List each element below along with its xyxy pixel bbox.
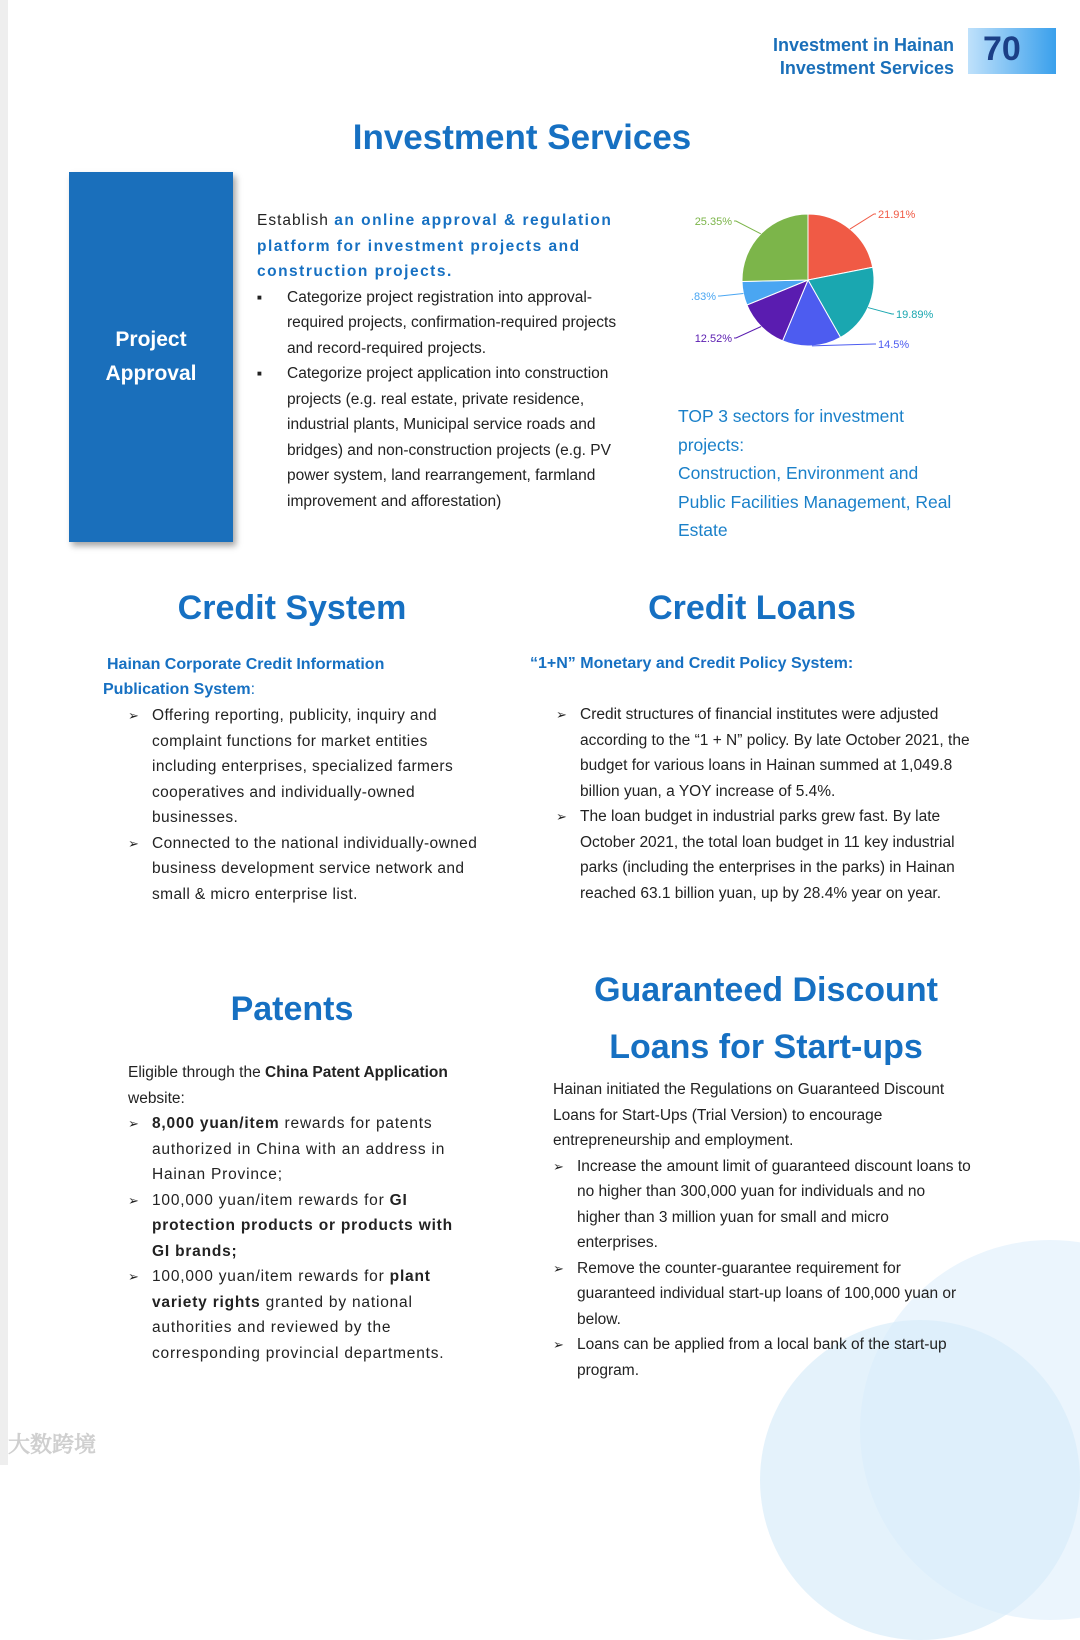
credit-system-body — [128, 703, 482, 907]
arrow-bullet-icon: ➢ — [556, 707, 567, 722]
list-item — [128, 1111, 474, 1188]
list-item — [553, 1154, 971, 1256]
pie-data-label: .83% — [690, 291, 716, 303]
arrow-bullet-icon: ➢ — [556, 809, 567, 824]
page-number-box — [968, 28, 1056, 74]
running-header — [773, 34, 954, 80]
project-approval-box — [69, 172, 233, 542]
arrow-bullet-icon: ➢ — [128, 1192, 140, 1208]
list-item-text: rewards for patents authorized in China with an address in Hainan Province; — [152, 1115, 446, 1183]
title-line-1: Guaranteed Discount — [594, 971, 938, 1009]
sector-pie-chart — [670, 196, 960, 366]
pie-leader-line — [868, 308, 894, 314]
list-item — [128, 703, 482, 831]
list-item-text: Connected to the national individually-owned business development service network and small & micro enterprise list. — [152, 834, 478, 903]
patents-intro — [128, 1060, 474, 1111]
list-item-text: Remove the counter-guarantee requirement for guaranteed individual start-up loans of 100,000 yuan or below. — [577, 1259, 957, 1328]
list-item-text: 100,000 yuan/item rewards for — [152, 1191, 390, 1209]
credit-loans-bullets — [556, 702, 992, 906]
guaranteed-intro: Hainan initiated the Regulations on Guaranteed Discount Loans for Start-Ups (Trial Version) to encourage entrepreneurship and employment. — [553, 1081, 945, 1149]
project-approval-bullets — [257, 285, 635, 515]
intro-plain: Establish — [257, 212, 335, 229]
pie-data-label: 25.35% — [694, 216, 732, 228]
credit-loans-title: Credit Loans — [648, 589, 856, 627]
list-item-text: Increase the amount limit of guaranteed discount loans to no higher than 300,000 yuan for individuals and no higher than 3 million yuan for small and micro enterprises. — [577, 1157, 971, 1251]
list-item-text: The loan budget in industrial parks grew fast. By late October 2021, the total loan budget in 11 key industrial parks (including the enterprises in the parks) in Hainan reached 63.1 billion yuan, up by 28.4% year on year. — [580, 808, 955, 902]
guaranteed-loans-title — [540, 962, 992, 1076]
subtitle-colon: : — [250, 681, 256, 698]
arrow-bullet-icon: ➢ — [553, 1260, 564, 1276]
pie-slice — [742, 214, 808, 281]
intro-plain: Eligible through the — [128, 1064, 266, 1081]
arrow-bullet-icon: ➢ — [128, 835, 140, 851]
top3-sectors — [678, 402, 958, 545]
credit-system-subtitle — [103, 652, 413, 702]
intro-bold: China Patent Application — [265, 1064, 448, 1081]
list-item-bold: GI protection products or products with GI brands; — [152, 1191, 453, 1260]
pie-data-label: 12.52% — [694, 333, 732, 345]
credit-system-title: Credit System — [177, 589, 407, 627]
arrow-bullet-icon: ➢ — [553, 1158, 564, 1174]
pie-leader-line — [850, 214, 876, 229]
subtitle-text: Hainan Corporate Credit Information Publication System — [103, 656, 385, 698]
arrow-bullet-icon: ➢ — [553, 1337, 564, 1352]
pie-leader-line — [718, 293, 743, 296]
top3-heading: TOP 3 sectors for investment projects: — [678, 406, 904, 455]
patents-bullets — [128, 1111, 474, 1366]
title-line-2: Loans for Start-ups — [609, 1028, 923, 1066]
list-item-bold: 8,000 yuan/item — [152, 1115, 280, 1132]
left-margin-bar — [0, 0, 8, 1465]
project-approval-label-1: Project — [115, 328, 187, 351]
pie-leader-line — [734, 326, 761, 338]
page-title: Investment Services — [352, 118, 692, 157]
list-item — [553, 1256, 971, 1333]
watermark: 大数跨境 — [8, 1432, 97, 1457]
arrow-bullet-icon: ➢ — [128, 1116, 140, 1131]
list-item — [128, 1188, 474, 1265]
project-approval-label-2: Approval — [105, 362, 197, 385]
project-approval-intro — [257, 208, 635, 285]
list-item — [556, 804, 992, 906]
page-number: 70 — [983, 30, 1021, 68]
list-item-text: 100,000 yuan/item rewards for — [152, 1268, 390, 1285]
credit-system-bullets — [128, 703, 482, 907]
list-item-text: Categorize project registration into approval-required projects, confirmation-required projects and record-required projects. — [287, 288, 617, 357]
arrow-bullet-icon: ➢ — [128, 708, 140, 723]
patents-title: Patents — [230, 990, 354, 1028]
list-item-text: granted by national authorities and reviewed by the corresponding provincial departments. — [152, 1293, 445, 1362]
top3-sectors-list: Construction, Environment and Public Facilities Management, Real Estate — [678, 463, 952, 540]
list-item — [128, 1264, 474, 1366]
credit-loans-subtitle: “1+N” Monetary and Credit Policy System: — [530, 655, 854, 672]
credit-loans-body — [556, 702, 992, 906]
arrow-bullet-icon: ➢ — [128, 1269, 140, 1284]
intro-end: website: — [128, 1089, 185, 1107]
pie-leader-line — [734, 221, 761, 234]
list-item — [257, 285, 635, 362]
intro-bold: an online approval & regulation platform for investment projects and construction projects. — [257, 212, 613, 280]
header-line-2: Investment Services — [779, 58, 954, 78]
pie-data-label: 19.89% — [896, 309, 934, 321]
list-item-text: Categorize project application into construction projects (e.g. real estate, private residence, industrial plants, Municipal service roads and bridges) and non-construction projects (e.g. PV power system, land rearrangement, farmland improvement and afforestation) — [287, 365, 611, 510]
guaranteed-bullets — [553, 1154, 971, 1384]
project-approval-text — [257, 208, 635, 514]
list-item — [553, 1332, 971, 1383]
list-item-text: Loans can be applied from a local bank of the start-up program. — [577, 1336, 947, 1379]
list-item — [128, 831, 482, 908]
header-line-1: Investment in Hainan — [772, 35, 954, 55]
guaranteed-loans-body — [553, 1077, 971, 1383]
patents-body — [128, 1060, 474, 1366]
list-item — [556, 702, 992, 804]
list-item-text: Credit structures of financial institutes were adjusted according to the “1 + N” policy. By late October 2021, the budget for various loans in Hainan summed at 1,049.8 billion yuan, a YOY increase of 5.4%. — [580, 706, 970, 800]
list-item-text: Offering reporting, publicity, inquiry and complaint functions for market entities including enterprises, specialized farmers cooperatives and individually-owned businesses. — [152, 707, 454, 826]
pie-data-label: 14.5% — [878, 339, 910, 351]
pie-data-label: 21.91% — [878, 209, 916, 221]
list-item — [257, 361, 635, 514]
list-item-bold: plant variety rights — [152, 1268, 431, 1311]
